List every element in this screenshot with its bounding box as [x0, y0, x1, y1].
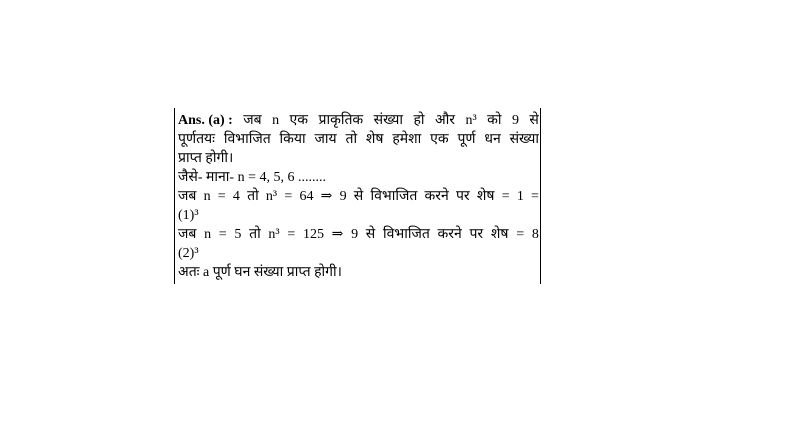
- answer-block: [174, 108, 541, 284]
- answer-line-2: पूर्णतयः विभाजित किया जाय तो शेष हमेशा एक पूर्ण धन संख्या: [178, 132, 539, 147]
- answer-line-3: प्राप्त होगी।: [178, 151, 234, 166]
- answer-line-1: Ans. (a) : जब n एक प्राकृतिक संख्या हो और n³ को 9 से: [178, 113, 539, 128]
- answer-label: Ans. (a) :: [178, 113, 233, 128]
- answer-line-6: (1)³: [178, 208, 199, 223]
- answer-line-9: अतः a पूर्ण घन संख्या प्राप्त होगी।: [178, 265, 342, 280]
- answer-line-4: जैसे- माना- n = 4, 5, 6 ........: [178, 170, 326, 185]
- answer-line-5: जब n = 4 तो n³ = 64 ⇒ 9 से विभाजित करने पर शेष = 1 =: [178, 189, 539, 204]
- answer-line-8: (2)³: [178, 246, 199, 261]
- answer-line-7: जब n = 5 तो n³ = 125 ⇒ 9 से विभाजित करने पर शेष = 8: [178, 227, 539, 242]
